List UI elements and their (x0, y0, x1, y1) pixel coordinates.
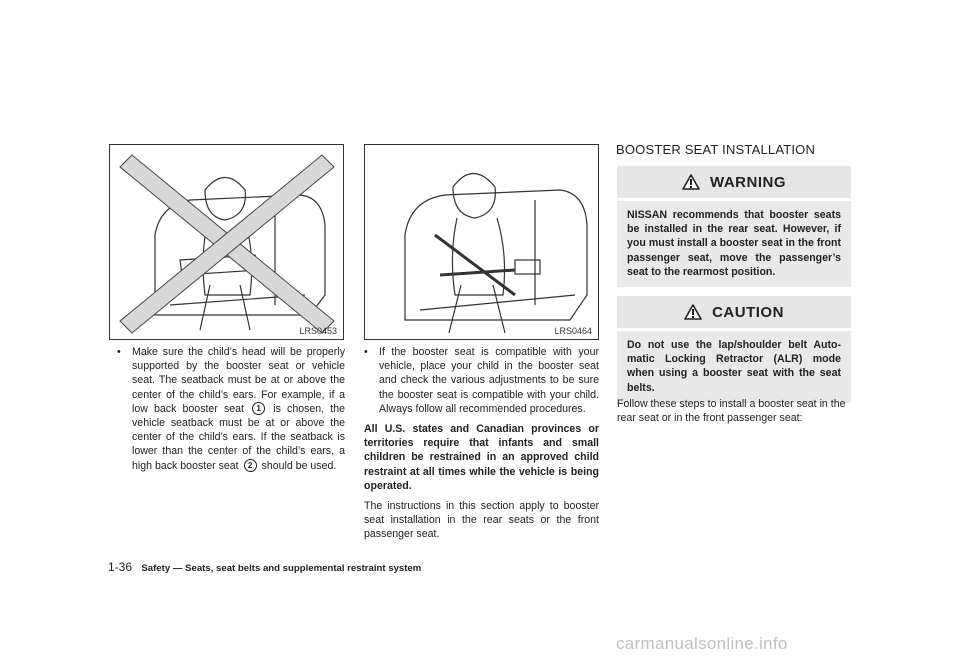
caution-icon (684, 304, 702, 320)
warning-icon (682, 174, 700, 190)
illustration-correct (365, 145, 598, 339)
figure-booster-seat-incorrect (109, 144, 344, 340)
warning-title: WARNING (710, 173, 786, 191)
column-left (117, 345, 345, 473)
caution-title: CAUTION (712, 303, 784, 321)
watermark: carmanualsonline.info (616, 634, 788, 653)
law-paragraph: All U.S. states and Canadian provinces or territories require that infants and small children be restrained in an approved child restraint at all times while the vehicle is being operated. (364, 423, 599, 492)
bullet-dot: • (117, 346, 121, 358)
figure-label: LRS0453 (299, 326, 337, 336)
bullet-head-support (117, 345, 345, 473)
warning-header (617, 166, 851, 198)
instructions-paragraph: The instructions in this section apply to booster seat installation in the rear seats or the front passenger seat. (364, 500, 599, 541)
bullet-text: should be used. (261, 459, 337, 472)
section-heading: BOOSTER SEAT INSTALLATION (616, 142, 816, 157)
bullet-text: is chosen, the vehicle seatback must be at or above the center of the child’s ears. If the seatback is lower than the center of the child’s ears, a high back booster seat (132, 402, 345, 472)
page-footer (108, 560, 421, 574)
illustration-incorrect (110, 145, 343, 339)
bullet-compatibility (364, 345, 599, 416)
figure-booster-seat-correct (364, 144, 599, 340)
caution-header (617, 296, 851, 328)
section-title: Safety — Seats, seat belts and supplemental restraint system (141, 563, 422, 574)
callout-1: 1 (252, 402, 265, 415)
page-number: 1-36 (108, 560, 133, 574)
bullet-dot: • (364, 346, 368, 358)
callout-2: 2 (244, 459, 257, 472)
warning-box (617, 166, 851, 287)
caution-box (617, 296, 851, 403)
warning-text: NISSAN recommends that booster seats be installed in the rear seat. However, if you must install a booster seat in the front passenger seat, move the passenger’s seat to the rearmost position. (617, 198, 851, 287)
bullet-text: If the booster seat is compatible with your vehicle, place your child in the booster seat and check the various adjustments to be sure the booster seat is compatible with your child. Always follow all recommended procedures. (379, 346, 599, 415)
column-middle (364, 345, 599, 542)
steps-intro: Follow these steps to install a booster seat in the rear seat or in the front passenger seat: (617, 398, 846, 425)
figure-label: LRS0464 (554, 326, 592, 336)
caution-text: Do not use the lap/shoulder belt Auto-matic Locking Retractor (ALR) mode when using a booster seat with the seat belts. (617, 328, 851, 403)
bullet-text: Make sure the child’s head will be properly supported by the booster seat or vehicle seat. The seatback must be at or above the center of the child’s ears. For example, if a low back booster seat (132, 346, 345, 415)
column-right-paragraph (617, 397, 853, 425)
